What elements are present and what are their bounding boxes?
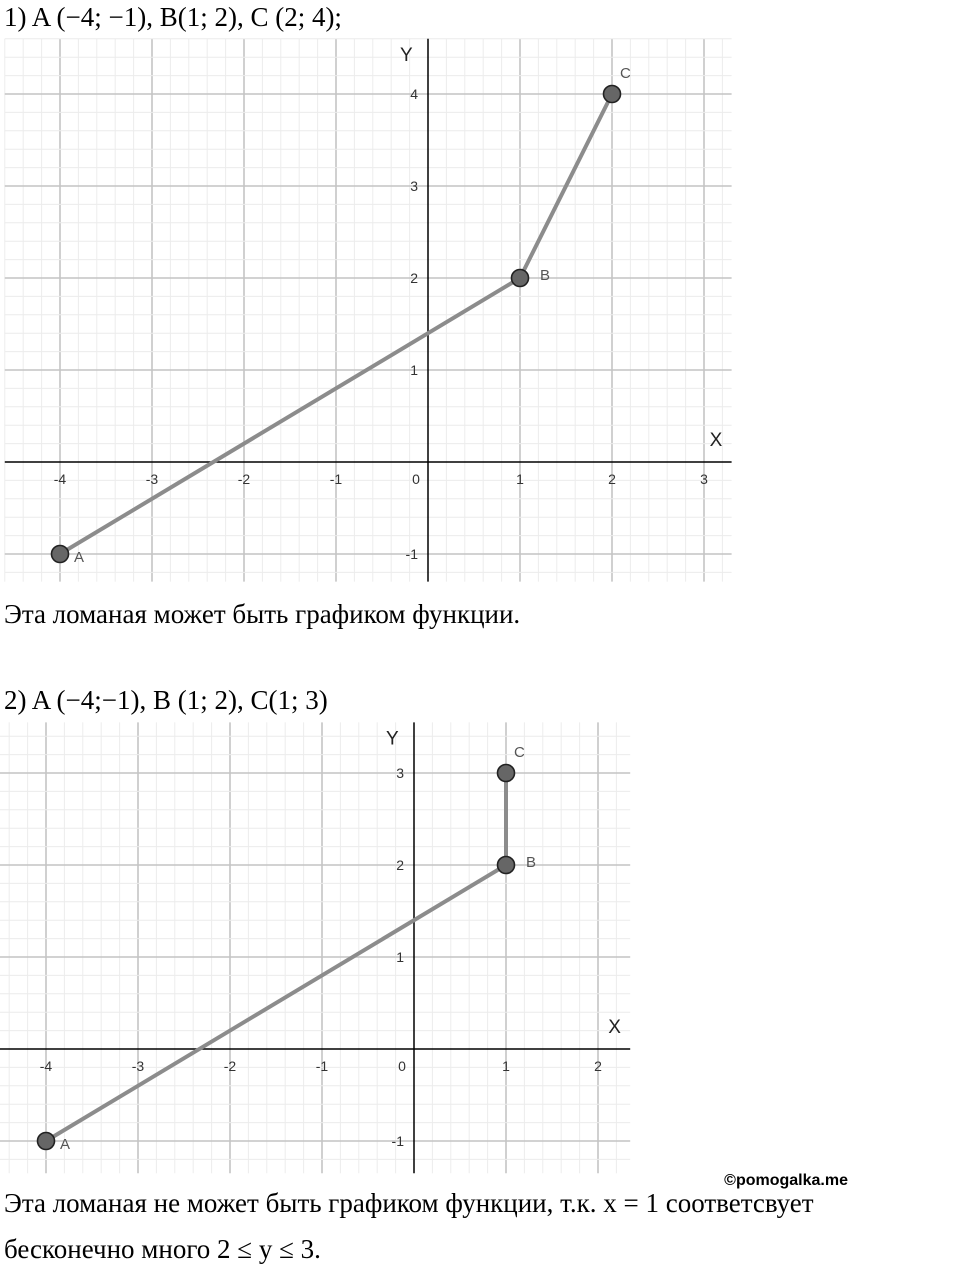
- x-tick-label: 2: [594, 1058, 602, 1074]
- y-tick-label: -1: [391, 1133, 404, 1149]
- point-a: [38, 1133, 55, 1150]
- x-axis-label: X: [709, 430, 723, 451]
- point-label-b: B: [526, 854, 537, 871]
- problem2-heading: 2) A (−4;−1), B (1; 2), C(1; 3): [4, 685, 328, 715]
- y-tick-label: 3: [410, 178, 418, 194]
- x-tick-label: -4: [53, 471, 67, 487]
- point-label-c: C: [514, 744, 525, 761]
- x-tick-label: -2: [237, 471, 251, 487]
- point-label-b: B: [540, 267, 551, 284]
- x-tick-label: -1: [315, 1058, 329, 1074]
- y-tick-label: -1: [405, 546, 418, 562]
- y-tick-label: 2: [410, 270, 418, 286]
- x-tick-label: 0: [412, 471, 420, 487]
- x-tick-label: -3: [145, 471, 159, 487]
- problem2-conclusion-line1: Эта ломаная не может быть графиком функции, т.к. x = 1 соответсвует: [4, 1188, 814, 1218]
- x-tick-label: -4: [39, 1058, 53, 1074]
- y-axis-label: Y: [400, 44, 413, 66]
- x-axis-label: X: [608, 1017, 621, 1038]
- problem1-conclusion: Эта ломаная может быть графиком функции.: [4, 599, 521, 629]
- point-b: [512, 270, 529, 287]
- y-axis-label: Y: [386, 728, 399, 750]
- point-b: [498, 857, 515, 874]
- problem2-conclusion-line2: бесконечно много 2 ≤ y ≤ 3.: [4, 1234, 321, 1264]
- point-a: [52, 546, 69, 563]
- x-tick-label: -3: [131, 1058, 145, 1074]
- polyline-segment: [46, 865, 506, 1141]
- point-c: [498, 765, 515, 782]
- y-tick-label: 4: [410, 86, 418, 102]
- point-label-a: A: [60, 1136, 71, 1153]
- chart-1: [0, 34, 735, 592]
- y-tick-label: 2: [396, 857, 404, 873]
- point-c: [604, 86, 621, 103]
- x-tick-label: 1: [516, 471, 524, 487]
- chart-2: [0, 718, 635, 1176]
- y-tick-label: 3: [396, 765, 404, 781]
- x-tick-label: 2: [608, 471, 616, 487]
- watermark: ©pomogalka.me: [724, 1172, 848, 1189]
- y-tick-label: 1: [410, 362, 418, 378]
- y-tick-label: 1: [396, 949, 404, 965]
- point-label-c: C: [620, 65, 631, 82]
- x-tick-label: 3: [700, 471, 708, 487]
- problem1-heading: 1) A (−4; −1), B(1; 2), C (2; 4);: [4, 2, 342, 32]
- point-label-a: A: [74, 549, 85, 566]
- x-tick-label: 1: [502, 1058, 510, 1074]
- x-tick-label: -2: [223, 1058, 237, 1074]
- polyline-segment: [60, 278, 520, 554]
- x-tick-label: 0: [398, 1058, 406, 1074]
- x-tick-label: -1: [329, 471, 343, 487]
